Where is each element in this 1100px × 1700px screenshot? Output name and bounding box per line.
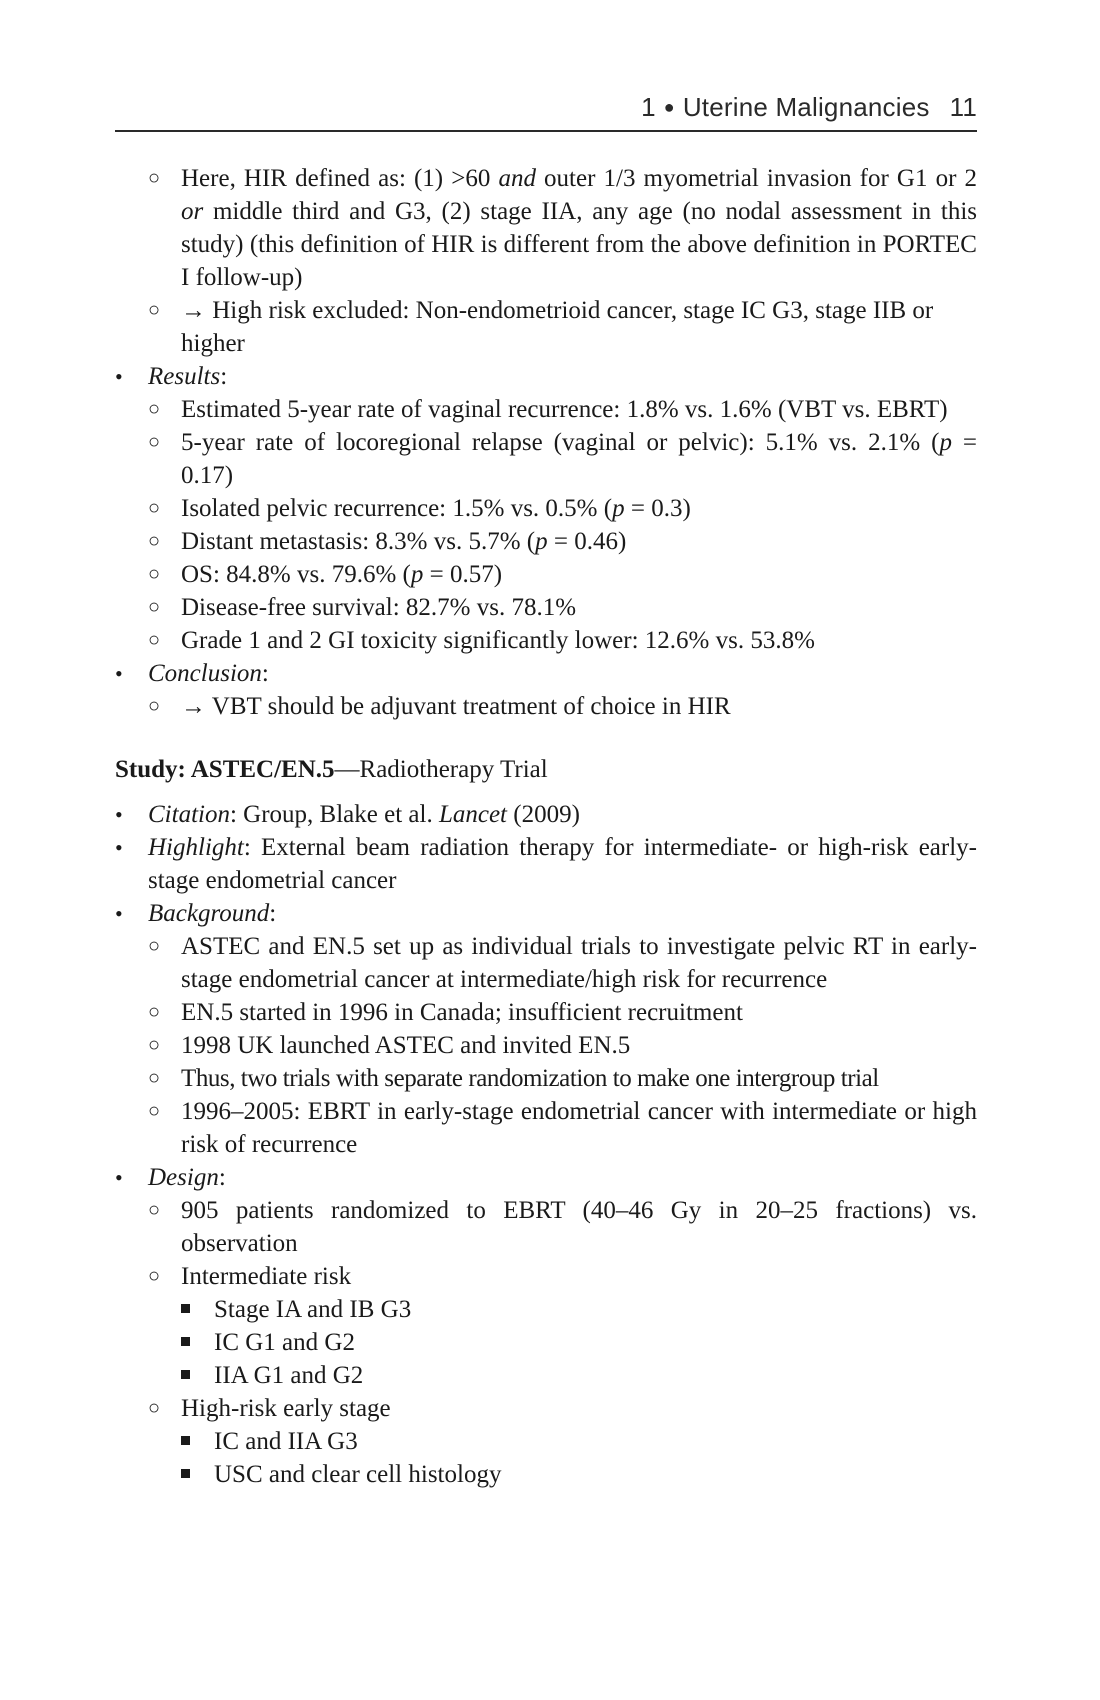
circle-bullet-icon: ○ bbox=[148, 299, 161, 321]
circle-bullet-icon: ○ bbox=[148, 431, 161, 453]
list-item: ○ High-risk early stage IC and IIA G3 USC and clear cell histology bbox=[148, 1392, 977, 1491]
circle-bullet-icon: ○ bbox=[148, 167, 161, 189]
circle-bullet-icon: ○ bbox=[148, 1100, 161, 1122]
sub-list-item: IC and IIA G3 bbox=[181, 1425, 977, 1458]
continued-list bbox=[115, 162, 977, 723]
study-list bbox=[115, 798, 977, 1491]
square-bullet-icon bbox=[181, 1370, 190, 1379]
citation-item: • Citation: Group, Blake et al. Lancet (2009) bbox=[115, 798, 977, 831]
circle-bullet-icon: ○ bbox=[148, 1397, 161, 1419]
list-item: ○ Grade 1 and 2 GI toxicity significantly lower: 12.6% vs. 53.8% bbox=[148, 624, 977, 657]
list-item: ○ ASTEC and EN.5 set up as individual trials to investigate pelvic RT in early-stage endometrial cancer at intermediate/high risk for recurrence bbox=[148, 930, 977, 996]
circle-bullet-icon: ○ bbox=[148, 398, 161, 420]
results-section: • Results: ○ Estimated 5-year rate of vaginal recurrence: 1.8% vs. 1.6% (VBT vs. EBRT) ○ 5-year rate of locoregional relapse (vaginal or pelvic): 5.1% vs. 2.1% (p = 0.17) ○ Isolated pelvic recurrence: 1.5% vs. 0.5% (p = 0.3) ○ Distant metastasis: 8.3% vs. 5.7% (p = 0.46) ○ OS: 84.8% vs. 79.6% (p = 0.57) ○ Disease-free survival: 82.7% vs. 78.1% ○ Grade 1 and 2 GI toxicity significantly lower: 12.6% vs. 53.8% bbox=[115, 360, 977, 657]
running-header bbox=[115, 92, 977, 123]
bullet-icon: • bbox=[115, 661, 123, 686]
list-item: ○ EN.5 started in 1996 in Canada; insufficient recruitment bbox=[148, 996, 977, 1029]
bullet-icon: • bbox=[115, 364, 123, 389]
highlight-item: • Highlight: External beam radiation therapy for intermediate- or high-risk early-stage endometrial cancer bbox=[115, 831, 977, 897]
list-item: ○ → VBT should be adjuvant treatment of choice in HIR bbox=[148, 690, 977, 723]
chapter-number: 1 bbox=[641, 92, 656, 122]
circle-bullet-icon: ○ bbox=[148, 563, 161, 585]
bullet-separator-icon: ● bbox=[663, 97, 675, 117]
bullet-icon: • bbox=[115, 835, 123, 860]
list-item: ○ Estimated 5-year rate of vaginal recurrence: 1.8% vs. 1.6% (VBT vs. EBRT) bbox=[148, 393, 977, 426]
page-number: 11 bbox=[949, 92, 977, 122]
circle-bullet-icon: ○ bbox=[148, 1265, 161, 1287]
conclusion-section: • Conclusion: ○ → VBT should be adjuvant treatment of choice in HIR bbox=[115, 657, 977, 723]
list-item: ○ Intermediate risk Stage IA and IB G3 IC G1 and G2 IIA G1 and G2 bbox=[148, 1260, 977, 1392]
circle-bullet-icon: ○ bbox=[148, 695, 161, 717]
circle-bullet-icon: ○ bbox=[148, 1199, 161, 1221]
list-item: ○ OS: 84.8% vs. 79.6% (p = 0.57) bbox=[148, 558, 977, 591]
sub-list-item: IC G1 and G2 bbox=[181, 1326, 977, 1359]
design-section: • Design: ○ 905 patients randomized to EBRT (40–46 Gy in 20–25 fractions) vs. observation ○ Intermediate risk Stage IA and IB G3 IC G1 and G2 IIA G1 and G2 ○ High-risk early stage IC and IIA G3 USC and clear cell histology bbox=[115, 1161, 977, 1491]
sub-list-item: USC and clear cell histology bbox=[181, 1458, 977, 1491]
square-bullet-icon bbox=[181, 1337, 190, 1346]
list-item: ○ 905 patients randomized to EBRT (40–46 Gy in 20–25 fractions) vs. observation bbox=[148, 1194, 977, 1260]
list-item: ○ 5-year rate of locoregional relapse (vaginal or pelvic): 5.1% vs. 2.1% (p = 0.17) bbox=[148, 426, 977, 492]
bullet-icon: • bbox=[115, 802, 123, 827]
list-item: ○ Isolated pelvic recurrence: 1.5% vs. 0.5% (p = 0.3) bbox=[148, 492, 977, 525]
circle-bullet-icon: ○ bbox=[148, 935, 161, 957]
circle-bullet-icon: ○ bbox=[148, 1001, 161, 1023]
circle-bullet-icon: ○ bbox=[148, 530, 161, 552]
circle-bullet-icon: ○ bbox=[148, 497, 161, 519]
square-bullet-icon bbox=[181, 1469, 190, 1478]
header-rule bbox=[115, 130, 977, 132]
study-heading: Study: ASTEC/EN.5—Radiotherapy Trial bbox=[115, 756, 548, 783]
square-bullet-icon bbox=[181, 1436, 190, 1445]
circle-bullet-icon: ○ bbox=[148, 1034, 161, 1056]
bullet-icon: • bbox=[115, 901, 123, 926]
background-section: • Background: ○ ASTEC and EN.5 set up as individual trials to investigate pelvic RT in early-stage endometrial cancer at intermediate/high risk for recurrence ○ EN.5 started in 1996 in Canada; insufficient recruitment ○ 1998 UK launched ASTEC and invited EN.5 ○ Thus, two trials with separate randomization to make one intergroup trial ○ 1996–2005: EBRT in early-stage endometrial cancer with intermediate or high risk of recurrence bbox=[115, 897, 977, 1161]
circle-bullet-icon: ○ bbox=[148, 629, 161, 651]
list-item: ○ Disease-free survival: 82.7% vs. 78.1% bbox=[148, 591, 977, 624]
sub-list-item: IIA G1 and G2 bbox=[181, 1359, 977, 1392]
bullet-icon: • bbox=[115, 1165, 123, 1190]
list-item: ○ Thus, two trials with separate randomization to make one intergroup trial bbox=[148, 1062, 977, 1095]
chapter-title: Uterine Malignancies bbox=[682, 92, 930, 122]
square-bullet-icon bbox=[181, 1304, 190, 1313]
sub-list-item: Stage IA and IB G3 bbox=[181, 1293, 977, 1326]
list-item: ○ 1998 UK launched ASTEC and invited EN.5 bbox=[148, 1029, 977, 1062]
list-item: ○ Here, HIR defined as: (1) >60 and outer 1/3 myometrial invasion for G1 or 2 or middle third and G3, (2) stage IIA, any age (no nodal assessment in this study) (this definition of HIR is different from the above definition in PORTEC I follow-up) bbox=[148, 162, 977, 294]
circle-bullet-icon: ○ bbox=[148, 596, 161, 618]
list-item: ○ → High risk excluded: Non-endometrioid cancer, stage IC G3, stage IIB or higher bbox=[148, 294, 977, 360]
circle-bullet-icon: ○ bbox=[148, 1067, 160, 1089]
list-item: ○ 1996–2005: EBRT in early-stage endometrial cancer with intermediate or high risk of recurrence bbox=[148, 1095, 977, 1161]
main-text bbox=[115, 162, 977, 1491]
list-item: ○ Distant metastasis: 8.3% vs. 5.7% (p = 0.46) bbox=[148, 525, 977, 558]
